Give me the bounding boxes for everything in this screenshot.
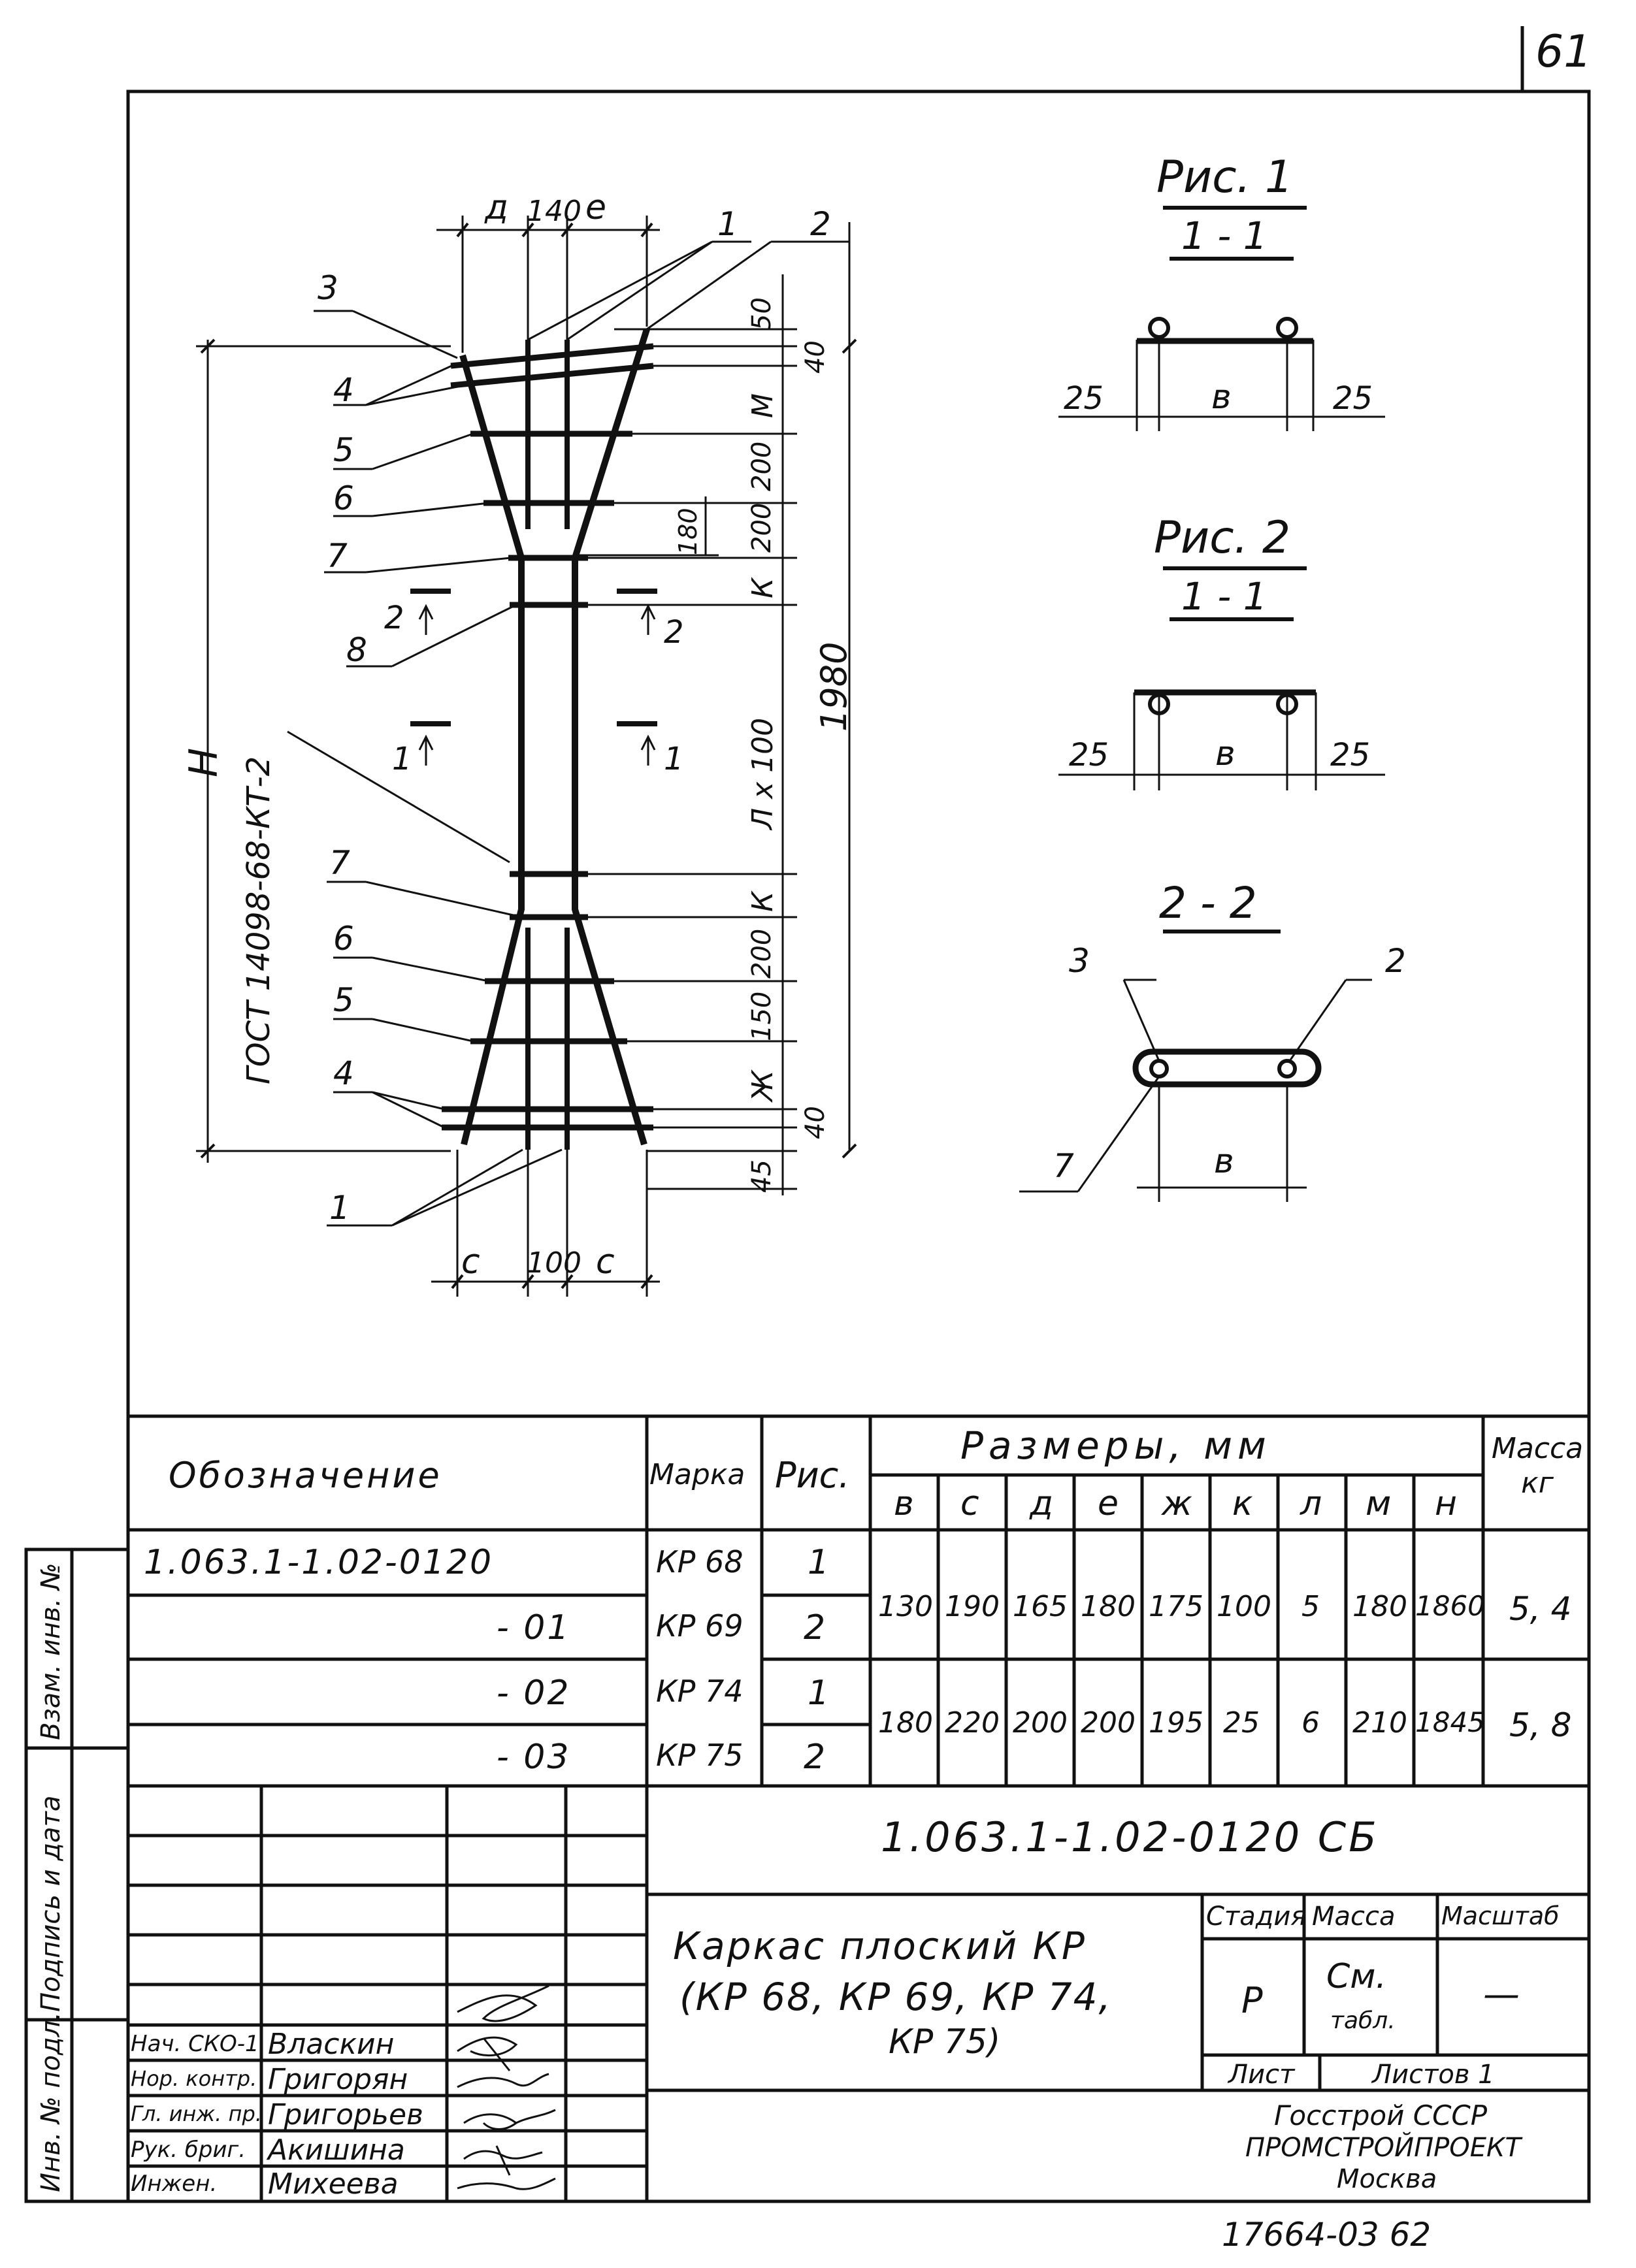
- page-number: 61: [1535, 26, 1592, 78]
- doc-code: 1.063.1-1.02-0120 СБ: [881, 1813, 1379, 1861]
- col-k: к: [1232, 1484, 1253, 1523]
- fig1-dim-left: 25: [1064, 380, 1104, 417]
- callout-6: 6: [333, 479, 354, 517]
- sig-name-5: Михеева: [268, 2167, 399, 2201]
- right-dim-3: М: [746, 393, 779, 418]
- sheets-label: Листов 1: [1372, 2060, 1495, 2090]
- col-zh: ж: [1162, 1484, 1192, 1523]
- g2-v: 180: [878, 1706, 933, 1740]
- callout-2-top: 2: [810, 205, 831, 243]
- row2-fig: 2: [804, 1608, 826, 1647]
- callout-5: 5: [333, 431, 354, 469]
- row2-designation: - 01: [497, 1608, 571, 1647]
- fig3-dim-mid: в: [1214, 1142, 1234, 1181]
- g1-l: 5: [1301, 1590, 1320, 1623]
- fig2-dim-mid: в: [1215, 734, 1235, 773]
- callout-5b: 5: [333, 981, 354, 1019]
- callout-7b: 7: [329, 844, 350, 882]
- header-mark: Марка: [649, 1458, 745, 1491]
- g2-mass: 5, 8: [1509, 1706, 1572, 1744]
- fig2-dim-right: 25: [1330, 737, 1371, 773]
- fig3-callout-7: 7: [1053, 1147, 1074, 1185]
- fig3-title: 2 - 2: [1159, 878, 1257, 928]
- callout-4b: 4: [333, 1054, 354, 1092]
- section-mark-1-left: 1: [392, 741, 412, 777]
- section-mark-2-right: 2: [664, 614, 684, 651]
- right-dim-2: 40: [800, 340, 830, 374]
- section-mark-2-left: 2: [384, 600, 404, 636]
- doc-name-line1: Каркас плоский КР: [673, 1924, 1087, 1968]
- row4-designation: - 03: [497, 1738, 571, 1777]
- fig2-dim-left: 25: [1069, 737, 1109, 773]
- fig1-title: Рис. 1: [1156, 152, 1294, 203]
- side-label-signature-date: Подпись и дата: [36, 1795, 66, 2012]
- sig-role-3: Гл. инж. пр.: [131, 2101, 262, 2126]
- section-mark-1-right: 1: [664, 741, 684, 777]
- dim-c-right: с: [596, 1242, 615, 1282]
- row3-fig: 1: [808, 1674, 830, 1713]
- dim-140: 140: [527, 195, 581, 228]
- row3-mark: КР 74: [656, 1674, 744, 1709]
- col-v: в: [894, 1484, 914, 1523]
- g2-s: 220: [945, 1706, 1000, 1740]
- g2-m: 210: [1352, 1706, 1407, 1740]
- header-fig: Рис.: [775, 1455, 850, 1496]
- right-dim-10: 150: [747, 991, 777, 1041]
- sig-role-1: Нач. СКО-1: [131, 2031, 259, 2057]
- callout-8: 8: [346, 631, 367, 669]
- right-dim-12: 40: [800, 1106, 830, 1139]
- signatures-handwritten: [457, 1986, 555, 2189]
- callout-1b: 1: [329, 1189, 350, 1227]
- sig-role-2: Нор. контр.: [131, 2066, 257, 2091]
- g2-l: 6: [1301, 1706, 1320, 1740]
- sig-name-3: Григорьев: [268, 2098, 423, 2131]
- right-dim-11: Ж: [746, 1070, 779, 1101]
- stage-value: Р: [1241, 1980, 1263, 2021]
- sig-name-4: Акишина: [268, 2133, 405, 2167]
- row3-designation: - 02: [497, 1674, 571, 1713]
- header-designation: Обозначение: [169, 1455, 442, 1496]
- callout-6b: 6: [333, 920, 354, 958]
- fig2-title: Рис. 2: [1154, 512, 1291, 564]
- dim-180: 180: [674, 508, 702, 555]
- header-mass: Масса кг: [1491, 1432, 1584, 1500]
- g1-mass: 5, 4: [1509, 1590, 1572, 1628]
- fig1-dim-mid: в: [1211, 378, 1232, 417]
- callout-4: 4: [333, 371, 354, 409]
- side-label-vzam-inv: Взам. инв. №: [36, 1563, 66, 1740]
- g1-s: 190: [945, 1590, 1000, 1623]
- frame-elevation: [442, 329, 653, 1150]
- g1-n: 1860: [1415, 1590, 1485, 1622]
- header-dims: Размеры, мм: [960, 1423, 1271, 1468]
- scale-value: —: [1483, 1973, 1520, 2016]
- sig-name-1: Власкин: [268, 2028, 395, 2061]
- right-dim-8: К: [746, 891, 779, 912]
- scale-header: Масштаб: [1441, 1902, 1560, 1930]
- mass-header: Масса: [1312, 1902, 1396, 1932]
- dim-c-left: с: [461, 1242, 480, 1282]
- dim-1980: 1980: [813, 641, 855, 732]
- org-line2: ПРОМСТРОЙПРОЕКТ: [1245, 2133, 1521, 2163]
- col-s: с: [960, 1484, 979, 1523]
- right-dim-1: 50: [747, 297, 777, 331]
- callout-7: 7: [327, 537, 348, 575]
- row1-designation: 1.063.1-1.02-0120: [144, 1543, 494, 1582]
- row1-fig: 1: [808, 1543, 830, 1582]
- fig3-callout-3: 3: [1069, 942, 1090, 980]
- g1-v: 130: [878, 1590, 933, 1623]
- sig-role-4: Рук. бриг.: [131, 2137, 246, 2163]
- doc-name-line3: КР 75): [889, 2022, 1001, 2062]
- org-line3: Москва: [1337, 2164, 1437, 2194]
- right-dim-9: 200: [747, 928, 777, 979]
- side-label-inv-podl: Инв. № подл.: [36, 2012, 66, 2192]
- callout-3: 3: [318, 269, 338, 307]
- callout-1-top: 1: [717, 205, 738, 243]
- mass-value-line2: табл.: [1330, 2007, 1396, 2034]
- g2-n: 1845: [1415, 1706, 1485, 1738]
- row2-mark: КР 69: [656, 1608, 744, 1644]
- fig3-callout-2: 2: [1385, 942, 1406, 980]
- right-dim-5: 200: [747, 502, 777, 553]
- dim-e: е: [585, 188, 606, 227]
- sheet-label: Лист: [1228, 2060, 1295, 2090]
- col-l: л: [1300, 1484, 1322, 1523]
- g2-d: 200: [1013, 1706, 1068, 1740]
- gost-label: ГОСТ 14098-68-КТ-2: [240, 756, 277, 1084]
- g1-k: 100: [1217, 1590, 1271, 1623]
- col-m: м: [1366, 1484, 1392, 1523]
- dim-100: 100: [527, 1246, 581, 1280]
- sig-role-5: Инжен.: [131, 2171, 218, 2197]
- doc-name-line2: (КР 68, КР 69, КР 74,: [679, 1975, 1112, 2019]
- g1-d: 165: [1013, 1590, 1068, 1623]
- row4-mark: КР 75: [656, 1738, 744, 1773]
- g1-e: 180: [1081, 1590, 1136, 1623]
- org-line1: Госстрой СССР: [1274, 2099, 1488, 2131]
- row1-mark: КР 68: [656, 1544, 744, 1580]
- fig1-subtitle: 1 - 1: [1181, 214, 1268, 258]
- fig1-dim-right: 25: [1333, 380, 1373, 417]
- right-dim-6: К: [746, 577, 779, 598]
- g1-m: 180: [1352, 1590, 1407, 1623]
- right-dim-13: 45: [747, 1159, 777, 1193]
- sig-name-2: Григорян: [268, 2063, 408, 2096]
- g2-zh: 195: [1149, 1706, 1203, 1740]
- right-dim-7: Л х 100: [746, 717, 779, 830]
- col-n: н: [1435, 1484, 1457, 1523]
- right-dim-4: 200: [747, 441, 777, 491]
- g1-zh: 175: [1149, 1590, 1203, 1623]
- fig2-subtitle: 1 - 1: [1181, 574, 1268, 619]
- g2-e: 200: [1081, 1706, 1136, 1740]
- col-e: е: [1098, 1484, 1119, 1523]
- g2-k: 25: [1223, 1706, 1260, 1740]
- dim-d: д: [485, 188, 508, 227]
- col-d: д: [1030, 1484, 1053, 1523]
- stage-header: Стадия: [1206, 1902, 1307, 1932]
- row4-fig: 2: [804, 1738, 826, 1777]
- dim-H: Н: [181, 747, 227, 777]
- mass-value-line1: См.: [1326, 1957, 1387, 1996]
- archive-number: 17664-03 62: [1222, 2216, 1432, 2254]
